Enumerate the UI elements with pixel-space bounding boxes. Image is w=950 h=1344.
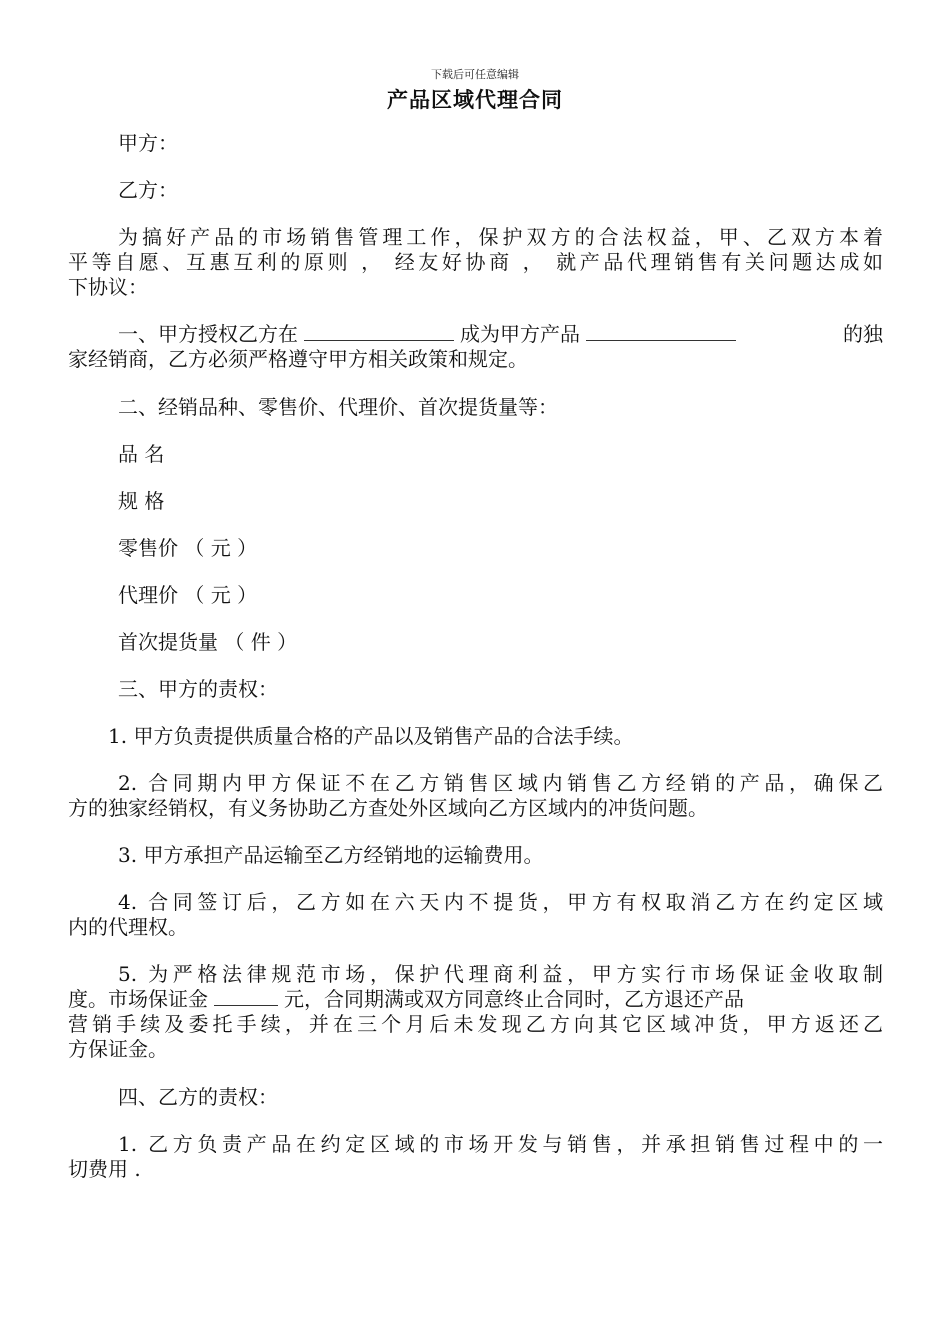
clause-1-text-a: 一、甲方授权乙方在 bbox=[118, 322, 298, 346]
page-title: 产品区域代理合同 bbox=[387, 87, 563, 112]
intro-line-1: 为搞好产品的市场销售管理工作，保护双方的合法权益，甲、乙双方本着 bbox=[118, 225, 883, 249]
clause-1-text-b: 成为甲方产品 bbox=[460, 322, 580, 346]
clause-3-item-5-line-1: 5. 为严格法律规范市场，保护代理商利益，甲方实行市场保证金收取制 bbox=[118, 962, 883, 986]
clause-3-item-2-line-1: 2. 合同期内甲方保证不在乙方销售区域内销售乙方经销的产品，确保乙 bbox=[118, 771, 883, 795]
clause-3-item-4-line-2: 内的代理权。 bbox=[68, 915, 188, 939]
intro-line-2: 平等自愿、互惠互利的原则 ， 经友好协商 ， 就产品代理销售有关问题达成如 bbox=[68, 250, 883, 274]
clause-3-item-3: 3. 甲方承担产品运输至乙方经销地的运输费用。 bbox=[118, 843, 544, 867]
clause-3-item-5-line-4: 方保证金。 bbox=[68, 1037, 168, 1061]
clause-3-item-2-line-2: 方的独家经销权，有义务协助乙方查处外区域向乙方区域内的冲货问题。 bbox=[68, 796, 708, 820]
deposit-text-b: 元，合同期满或双方同意终止合同时，乙方退还产品 bbox=[284, 987, 744, 1011]
clause-3-heading: 三、甲方的责权： bbox=[118, 677, 278, 701]
item-first-order-qty: 首次提货量 （ 件 ） bbox=[118, 630, 298, 654]
item-agent-price: 代理价 （ 元 ） bbox=[118, 583, 258, 607]
clause-3-item-5-line-2 bbox=[68, 987, 883, 1011]
clause-1-line-2: 家经销商，乙方必须严格遵守甲方相关政策和规定。 bbox=[68, 347, 528, 371]
clause-1-text-c: 的独 bbox=[843, 322, 883, 346]
clause-2-heading: 二、经销品种、零售价、代理价、首次提货量等： bbox=[118, 395, 558, 419]
clause-4-item-1-line-1: 1. 乙方负责产品在约定区域的市场开发与销售，并承担销售过程中的一 bbox=[118, 1132, 883, 1156]
clause-3-item-1: 1. 甲方负责提供质量合格的产品以及销售产品的合法手续。 bbox=[108, 724, 634, 748]
item-retail-price: 零售价 （ 元 ） bbox=[118, 536, 258, 560]
clause-3-item-5-line-3: 营销手续及委托手续，并在三个月后未发现乙方向其它区域冲货，甲方返还乙 bbox=[68, 1012, 883, 1036]
product-blank bbox=[586, 339, 736, 341]
clause-4-item-1-line-2: 切费用 . bbox=[68, 1157, 141, 1181]
item-product-name: 品 名 bbox=[118, 442, 165, 466]
clause-3-item-4-line-1: 4. 合同签订后，乙方如在六天内不提货，甲方有权取消乙方在约定区域 bbox=[118, 890, 883, 914]
intro-line-3: 下协议： bbox=[68, 275, 148, 299]
clause-1-line-1 bbox=[118, 322, 883, 346]
party-b-label: 乙方： bbox=[118, 178, 178, 202]
clause-4-heading: 四、乙方的责权： bbox=[118, 1085, 278, 1109]
region-blank bbox=[304, 339, 454, 341]
header-note: 下载后可任意编辑 bbox=[431, 68, 519, 81]
party-a-label: 甲方： bbox=[118, 131, 178, 155]
item-spec: 规 格 bbox=[118, 489, 165, 513]
deposit-amount-blank bbox=[214, 1004, 278, 1006]
deposit-text-a: 度。市场保证金 bbox=[68, 987, 208, 1011]
